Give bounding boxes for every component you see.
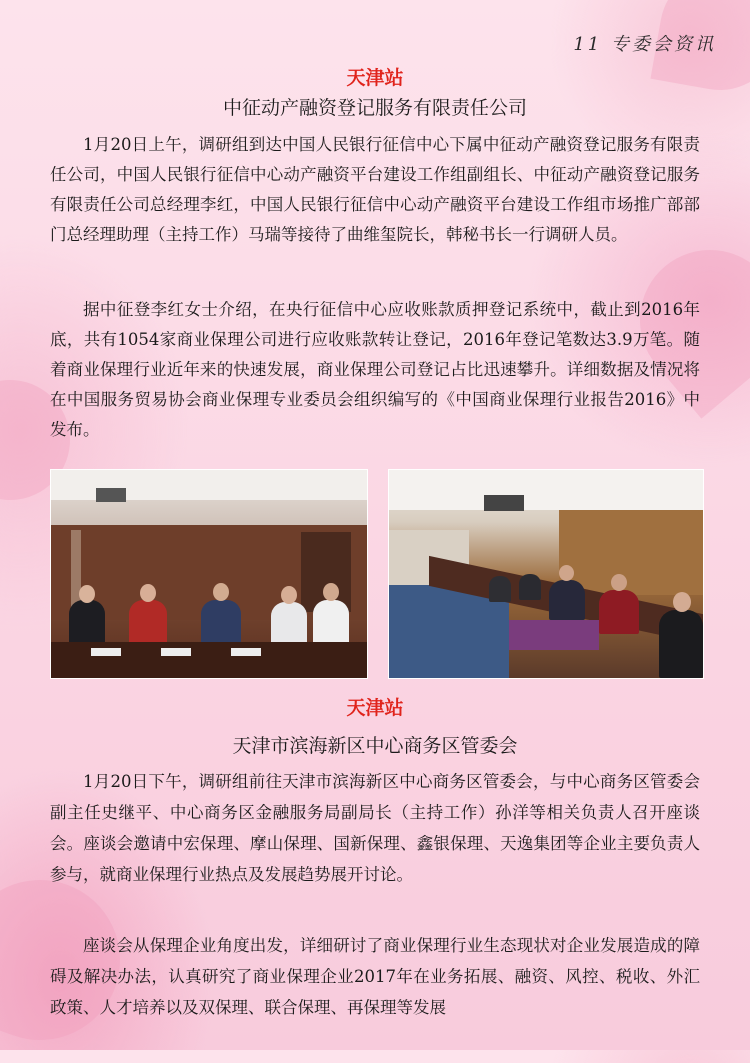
meeting-photo-right xyxy=(388,469,704,679)
meeting-photo-left xyxy=(50,469,368,679)
body-paragraph: 据中征登李红女士介绍，在央行征信中心应收账款质押登记系统中，截止到2016年底，共有1054家商业保理公司进行应收账款转让登记，2016年登记笔数达3.9万笔。随着商业保理行业近年来的快速发展，商业保理公司登记占比迅速攀升。详细数据及情况将在中国服务贸易协会商业保理专业委员会组织编写的《中国商业保理行业报告2016》中发布。 xyxy=(50,300,700,439)
section-title: 天津市滨海新区中心商务区管委会 xyxy=(232,735,518,757)
section-title: 中征动产融资登记服务有限责任公司 xyxy=(222,97,527,119)
section-label: 天津站 xyxy=(346,697,404,719)
body-paragraph: 座谈会从保理企业角度出发，详细研讨了商业保理行业生态现状对企业发展造成的障碍及解决办法，认真研究了商业保理企业2017年在业务拓展、融资、风控、税收、外汇政策、人才培养以及双保理、联合保理、再保理等发展 xyxy=(50,936,700,1017)
body-paragraph: 1月20日上午，调研组到达中国人民银行征信中心下属中征动产融资登记服务有限责任公司，中国人民银行征信中心动产融资平台建设工作组副组长、中征动产融资登记服务有限责任公司总经理李红，中国人民银行征信中心动产融资平台建设工作组市场推广部部门总经理助理（主持工作）马瑞等接待了曲维玺院长，韩秘书长一行调研人员。 xyxy=(50,135,700,244)
body-paragraph: 1月20日下午，调研组前往天津市滨海新区中心商务区管委会，与中心商务区管委会副主任史继平、中心商务区金融服务局副局长（主持工作）孙洋等相关负责人召开座谈会。座谈会邀请中宏保理、摩山保理、国新保理、鑫银保理、天逸集团等企业主要负责人参与，就商业保理行业热点及发展趋势展开讨论。 xyxy=(50,772,700,884)
section-label: 天津站 xyxy=(346,67,404,89)
page-header-tag: 11 专委会资讯 xyxy=(573,34,716,55)
